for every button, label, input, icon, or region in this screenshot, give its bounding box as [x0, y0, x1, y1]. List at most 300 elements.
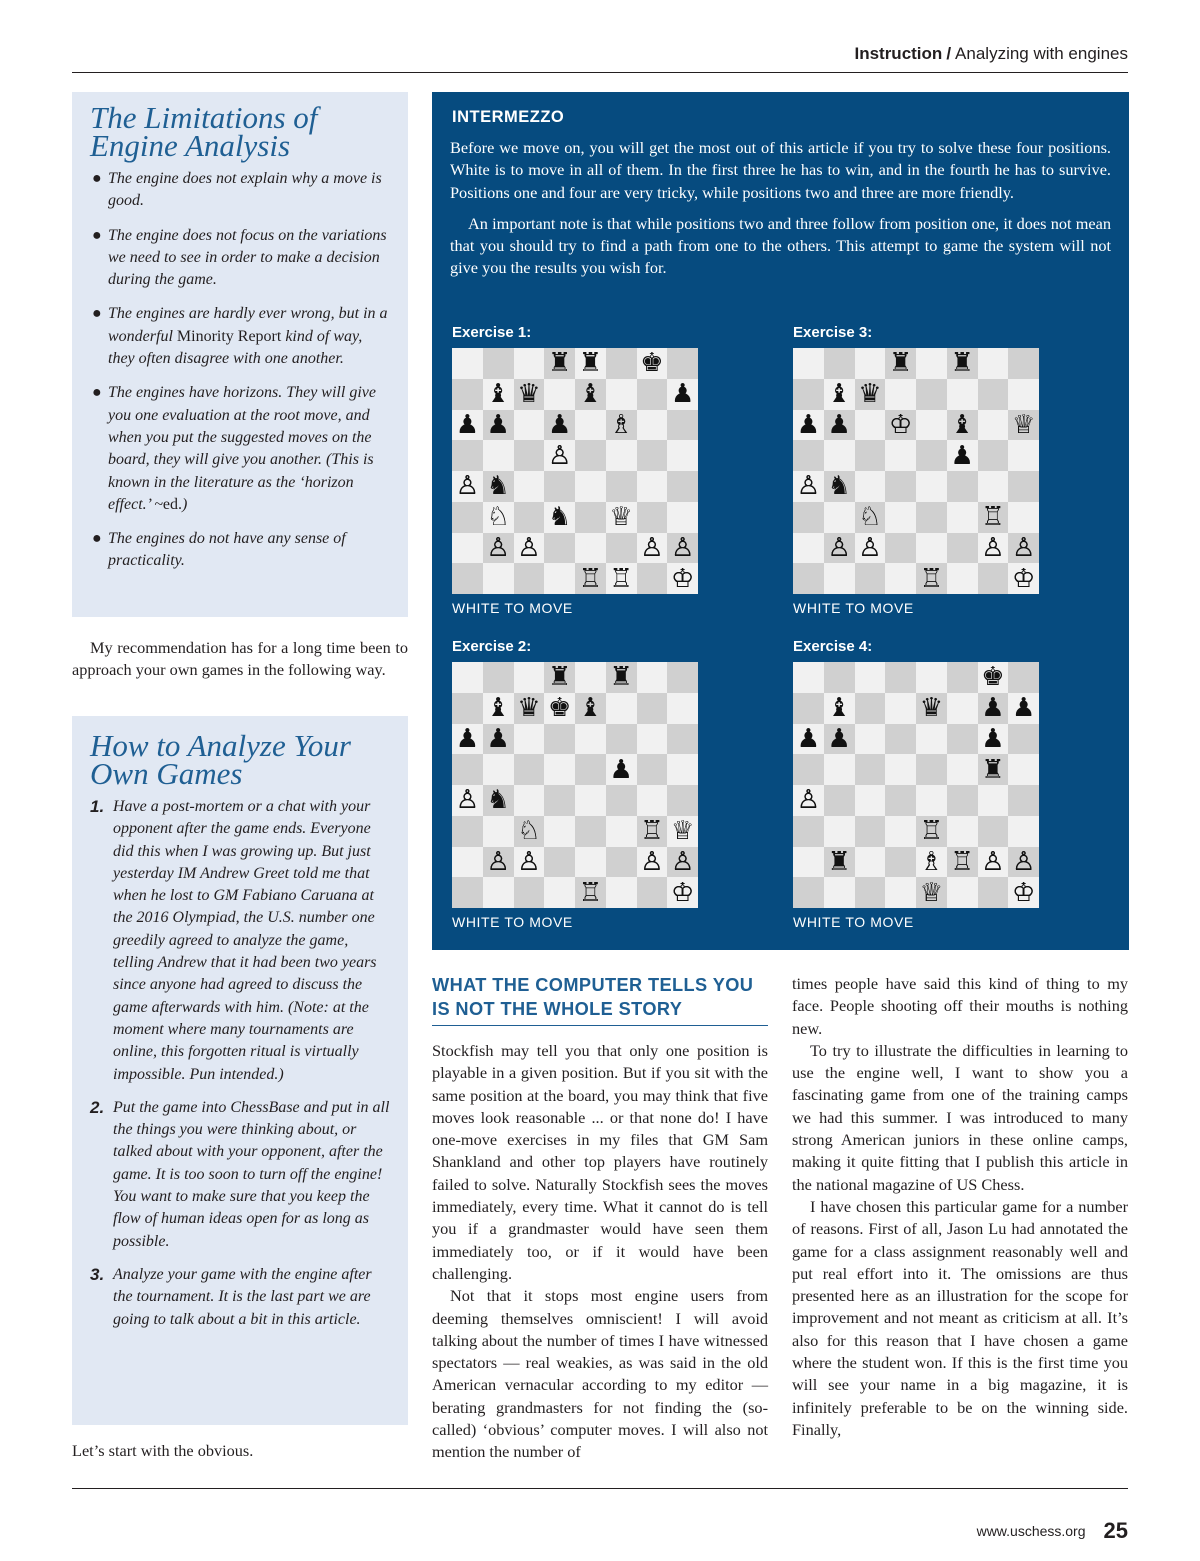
board-square	[978, 379, 1009, 410]
list-item: 2. Put the game into ChessBase and put in all the things you were thinking about, or talked about with your opponent, after the game. It is too soon to turn off the engine! You want to make sure that you keep the flow of human ideas open for as long as possible.	[90, 1097, 390, 1250]
board-square	[637, 662, 668, 693]
board-square	[793, 502, 824, 533]
board-square	[1008, 502, 1039, 533]
bullet-icon: ●	[92, 305, 102, 323]
board-square	[885, 816, 916, 847]
board-square	[885, 724, 916, 755]
header-separator: /	[946, 44, 952, 63]
board-square	[885, 533, 916, 564]
list-item: 3. Analyze your game with the engine after the tournament. It is the last part we are going to talk about a bit in this article.	[90, 1264, 372, 1328]
board-square	[637, 877, 668, 908]
board-square	[452, 533, 483, 564]
board-square	[1008, 785, 1039, 816]
white-king-icon: ♔	[1008, 877, 1039, 908]
white-rook-icon: ♖	[606, 563, 637, 594]
exercise-1	[452, 324, 698, 616]
board-square	[824, 816, 855, 847]
board-square	[793, 816, 824, 847]
board-square	[452, 847, 483, 878]
black-pawn-icon: ♟	[947, 440, 978, 471]
exercise-caption: WHITE TO MOVE	[452, 600, 573, 616]
board-square	[667, 785, 698, 816]
board-square	[1008, 379, 1039, 410]
black-king-icon: ♚	[544, 693, 575, 724]
board-square	[855, 724, 886, 755]
black-bishop-icon: ♝	[483, 693, 514, 724]
board-square	[575, 502, 606, 533]
recommendation-paragraph: My recommendation has for a long time been to approach your own games in the following way.	[72, 638, 408, 680]
article-paragraph: Stockfish may tell you that only one position is playable in a given position. But if you sit with the same position at the board, you may think that five moves look reasonable ... or that none do! I have one-move exercises in my files that GM Sam Shankland and other top players have routinely failed to solve. Naturally Stockfish sees the moves immediately, every time. What it cannot do is tell you if a grandmaster would have seen them immediately too, or if it would have been challenging.	[432, 1041, 768, 1283]
white-knight-icon: ♘	[855, 502, 886, 533]
board-square	[916, 785, 947, 816]
black-king-icon: ♚	[978, 662, 1009, 693]
board-square	[978, 410, 1009, 441]
board-square	[824, 662, 855, 693]
board-square	[514, 471, 545, 502]
black-pawn-icon: ♟	[793, 410, 824, 441]
board-square	[667, 471, 698, 502]
board-square	[637, 785, 668, 816]
white-rook-icon: ♖	[916, 563, 947, 594]
white-pawn-icon: ♙	[637, 847, 668, 878]
white-queen-icon: ♕	[606, 502, 637, 533]
board-square	[514, 785, 545, 816]
running-header	[72, 44, 1128, 73]
board-square	[667, 410, 698, 441]
article-paragraph: Not that it stops most engine users from deeming themselves omniscient! I will avoid talking about the number of times I have witnessed spectators — real weakies, as was said in the old American vernacular according to my editor — berating grandmasters for not finding the (so-called) ‘obvious’ computer moves. I will also not mention the number of	[432, 1286, 768, 1462]
board-square	[793, 877, 824, 908]
white-pawn-icon: ♙	[452, 471, 483, 502]
board-square	[452, 440, 483, 471]
board-square	[947, 693, 978, 724]
black-pawn-icon: ♟	[667, 379, 698, 410]
white-pawn-icon: ♙	[667, 847, 698, 878]
black-rook-icon: ♜	[575, 348, 606, 379]
board-square	[885, 754, 916, 785]
board-square	[452, 502, 483, 533]
white-rook-icon: ♖	[575, 563, 606, 594]
board-square	[793, 440, 824, 471]
list-item: ● The engine does not explain why a move is good.	[92, 170, 382, 210]
board-square	[667, 693, 698, 724]
exercise-caption: WHITE TO MOVE	[793, 600, 914, 616]
board-square	[667, 754, 698, 785]
black-knight-icon: ♞	[483, 785, 514, 816]
article-paragraph: times people have said this kind of thing to my face. People shooting off their mouths is nothing new.	[792, 974, 1128, 1038]
white-pawn-icon: ♙	[483, 847, 514, 878]
board-square	[793, 754, 824, 785]
board-square	[544, 847, 575, 878]
board-square	[978, 563, 1009, 594]
board-square	[514, 502, 545, 533]
board-square	[855, 440, 886, 471]
black-knight-icon: ♞	[824, 471, 855, 502]
black-bishop-icon: ♝	[947, 410, 978, 441]
board-square	[544, 816, 575, 847]
board-square	[514, 410, 545, 441]
board-square	[514, 440, 545, 471]
board-square	[793, 847, 824, 878]
white-queen-icon: ♕	[667, 816, 698, 847]
board-square	[452, 379, 483, 410]
bullet-icon: ●	[92, 226, 102, 244]
board-square	[824, 440, 855, 471]
board-square	[1008, 471, 1039, 502]
board-square	[606, 379, 637, 410]
board-square	[855, 785, 886, 816]
board-square	[793, 693, 824, 724]
board-square	[483, 877, 514, 908]
board-square	[916, 662, 947, 693]
black-rook-icon: ♜	[824, 847, 855, 878]
black-king-icon: ♚	[637, 348, 668, 379]
black-queen-icon: ♛	[855, 379, 886, 410]
bullet-icon: ●	[92, 170, 102, 187]
board-square	[885, 693, 916, 724]
board-square	[916, 379, 947, 410]
white-queen-icon: ♕	[916, 877, 947, 908]
board-square	[885, 379, 916, 410]
bullet-icon: ●	[92, 530, 102, 548]
board-square	[855, 877, 886, 908]
limitations-list	[90, 168, 390, 573]
board-square	[793, 563, 824, 594]
white-pawn-icon: ♙	[544, 440, 575, 471]
board-square	[606, 847, 637, 878]
board-square	[1008, 724, 1039, 755]
black-pawn-icon: ♟	[483, 410, 514, 441]
exercise-title: Exercise 4:	[793, 638, 873, 655]
board-square	[452, 693, 483, 724]
board-square	[793, 533, 824, 564]
white-pawn-icon: ♙	[514, 533, 545, 564]
white-pawn-icon: ♙	[793, 471, 824, 502]
article-column-2	[432, 1040, 768, 1464]
board-square	[575, 816, 606, 847]
white-pawn-icon: ♙	[637, 533, 668, 564]
board-square	[885, 785, 916, 816]
board-square	[637, 693, 668, 724]
intermezzo-title: INTERMEZZO	[452, 108, 565, 126]
board-square	[514, 877, 545, 908]
chess-board	[793, 662, 1039, 908]
board-square	[544, 533, 575, 564]
board-square	[606, 533, 637, 564]
board-square	[824, 785, 855, 816]
board-square	[575, 662, 606, 693]
limitations-sidebar	[72, 92, 408, 617]
board-square	[885, 471, 916, 502]
board-square	[978, 471, 1009, 502]
board-square	[824, 563, 855, 594]
board-square	[916, 533, 947, 564]
board-square	[855, 754, 886, 785]
white-queen-icon: ♕	[1008, 410, 1039, 441]
page-footer	[977, 1518, 1128, 1544]
exercise-4	[793, 638, 1039, 930]
white-rook-icon: ♖	[637, 816, 668, 847]
footer-rule	[72, 1488, 1128, 1489]
board-square	[575, 471, 606, 502]
black-pawn-icon: ♟	[824, 724, 855, 755]
article-column-3	[792, 973, 1128, 1441]
article-paragraph: To try to illustrate the difficulties in learning to use the engine well, I want to show you a fascinating game from one of the training camps we had this summer. I was introduced to many strong American juniors in these online camps, making it quite fitting that I publish this article in the national magazine of US Chess.	[792, 1040, 1128, 1194]
white-pawn-icon: ♙	[855, 533, 886, 564]
board-square	[452, 754, 483, 785]
list-item: ● The engines do not have any sense of practicality.	[92, 530, 346, 570]
black-pawn-icon: ♟	[978, 693, 1009, 724]
board-square	[667, 440, 698, 471]
white-king-icon: ♔	[885, 410, 916, 441]
board-square	[544, 785, 575, 816]
white-pawn-icon: ♙	[978, 847, 1009, 878]
board-square	[824, 502, 855, 533]
board-square	[947, 502, 978, 533]
white-rook-icon: ♖	[916, 816, 947, 847]
board-square	[855, 693, 886, 724]
board-square	[885, 847, 916, 878]
black-pawn-icon: ♟	[544, 410, 575, 441]
how-to-analyze-sidebar	[72, 716, 408, 1425]
board-square	[606, 440, 637, 471]
white-pawn-icon: ♙	[514, 847, 545, 878]
white-pawn-icon: ♙	[978, 533, 1009, 564]
black-pawn-icon: ♟	[452, 410, 483, 441]
board-square	[947, 754, 978, 785]
board-square	[978, 816, 1009, 847]
board-square	[885, 440, 916, 471]
board-square	[824, 348, 855, 379]
board-square	[452, 563, 483, 594]
board-square	[514, 754, 545, 785]
black-rook-icon: ♜	[544, 348, 575, 379]
black-pawn-icon: ♟	[793, 724, 824, 755]
board-square	[855, 847, 886, 878]
article-heading-block	[432, 973, 768, 1026]
steps-list	[90, 796, 390, 1331]
exercise-title: Exercise 3:	[793, 324, 873, 341]
black-pawn-icon: ♟	[483, 724, 514, 755]
chess-board	[452, 662, 698, 908]
board-square	[514, 563, 545, 594]
exercise-3	[793, 324, 1039, 616]
black-rook-icon: ♜	[978, 754, 1009, 785]
board-square	[855, 816, 886, 847]
white-pawn-icon: ♙	[1008, 847, 1039, 878]
board-square	[514, 348, 545, 379]
sidebar-title: How to Analyze Your Own Games	[90, 728, 351, 791]
white-rook-icon: ♖	[978, 502, 1009, 533]
board-square	[947, 563, 978, 594]
header-section: Instruction	[854, 44, 943, 63]
board-square	[1008, 662, 1039, 693]
board-square	[947, 379, 978, 410]
board-square	[793, 379, 824, 410]
intermezzo-paragraph: An important note is that while positions two and three follow from position one, it does not mean that you should try to find a path from one to the others. This attempt to game the system will not give you the results you wish for.	[450, 213, 1111, 278]
article-heading: WHAT THE COMPUTER TELLS YOU IS NOT THE WHOLE STORY	[432, 975, 754, 1019]
chess-board	[452, 348, 698, 594]
board-square	[916, 724, 947, 755]
exercise-caption: WHITE TO MOVE	[793, 914, 914, 930]
board-square	[824, 877, 855, 908]
board-square	[947, 533, 978, 564]
board-square	[885, 877, 916, 908]
black-knight-icon: ♞	[544, 502, 575, 533]
board-square	[606, 877, 637, 908]
board-square	[667, 348, 698, 379]
board-square	[544, 379, 575, 410]
article-paragraph: I have chosen this particular game for a number of reasons. First of all, Jason Lu had annotated the game for a class assignment reasonably well and put real effort into it. The omissions are thus presented here as an illustration for the scope for improvement and not meant as criticism at all. It’s also for this reason that I have chosen a game where the student won. If this is the first time you will see your name in a big magazine, it is infinitely preferable to be on the winning side. Finally,	[792, 1196, 1128, 1439]
white-rook-icon: ♖	[575, 877, 606, 908]
board-square	[1008, 348, 1039, 379]
board-square	[978, 877, 1009, 908]
white-pawn-icon: ♙	[452, 785, 483, 816]
board-square	[606, 816, 637, 847]
board-square	[637, 379, 668, 410]
white-pawn-icon: ♙	[483, 533, 514, 564]
black-rook-icon: ♜	[947, 348, 978, 379]
board-square	[637, 754, 668, 785]
board-square	[978, 348, 1009, 379]
white-king-icon: ♔	[667, 563, 698, 594]
board-square	[606, 348, 637, 379]
board-square	[483, 563, 514, 594]
board-square	[1008, 754, 1039, 785]
board-square	[606, 693, 637, 724]
exercise-title: Exercise 1:	[452, 324, 532, 341]
black-pawn-icon: ♟	[978, 724, 1009, 755]
white-pawn-icon: ♙	[793, 785, 824, 816]
board-square	[824, 754, 855, 785]
board-square	[947, 877, 978, 908]
board-square	[978, 440, 1009, 471]
white-pawn-icon: ♙	[1008, 533, 1039, 564]
board-square	[916, 440, 947, 471]
board-square	[544, 563, 575, 594]
board-square	[514, 662, 545, 693]
exercise-2	[452, 638, 698, 930]
white-rook-icon: ♖	[947, 847, 978, 878]
list-item: ● The engines have horizons. They will give you one evaluation at the root move, and when you put the suggested moves on the board, they will give you another. (This is known in the literature as the ‘horizon effect.’ ~ed.)	[92, 384, 376, 513]
black-queen-icon: ♛	[514, 379, 545, 410]
sidebar-title: The Limitations of Engine Analysis	[90, 100, 318, 163]
white-bishop-icon: ♗	[916, 847, 947, 878]
board-square	[793, 662, 824, 693]
board-square	[667, 662, 698, 693]
black-rook-icon: ♜	[885, 348, 916, 379]
chess-board	[793, 348, 1039, 594]
board-square	[544, 754, 575, 785]
board-square	[855, 563, 886, 594]
black-queen-icon: ♛	[916, 693, 947, 724]
black-bishop-icon: ♝	[824, 693, 855, 724]
film-title: Minority Report	[176, 327, 282, 345]
board-square	[855, 410, 886, 441]
exercise-title: Exercise 2:	[452, 638, 532, 655]
intermezzo-paragraph: Before we move on, you will get the most out of this article if you try to solve these four positions. White is to move in all of them. In the first three he has to win, and in the fourth he has to survive. Positions one and four are very tricky, while positions two and three are more friendly.	[450, 138, 1111, 202]
black-knight-icon: ♞	[483, 471, 514, 502]
board-square	[575, 440, 606, 471]
editor-note: ed.	[162, 495, 182, 513]
board-square	[452, 662, 483, 693]
board-square	[483, 816, 514, 847]
bullet-icon: ●	[92, 384, 102, 402]
board-square	[1008, 440, 1039, 471]
black-rook-icon: ♜	[544, 662, 575, 693]
board-square	[514, 724, 545, 755]
board-square	[667, 724, 698, 755]
board-square	[575, 847, 606, 878]
black-pawn-icon: ♟	[1008, 693, 1039, 724]
board-square	[916, 471, 947, 502]
board-square	[637, 502, 668, 533]
list-item: ● The engines are hardly ever wrong, but in a wonderful Minority Report kind of way, they often disagree with one another.	[92, 305, 388, 368]
board-square	[452, 877, 483, 908]
board-square	[483, 348, 514, 379]
intermezzo-box	[432, 92, 1129, 950]
exercise-caption: WHITE TO MOVE	[452, 914, 573, 930]
board-square	[575, 785, 606, 816]
board-square	[544, 724, 575, 755]
board-square	[947, 816, 978, 847]
board-square	[916, 502, 947, 533]
black-pawn-icon: ♟	[452, 724, 483, 755]
white-king-icon: ♔	[1008, 563, 1039, 594]
board-square	[544, 877, 575, 908]
board-square	[855, 662, 886, 693]
black-pawn-icon: ♟	[606, 754, 637, 785]
white-pawn-icon: ♙	[824, 533, 855, 564]
board-square	[947, 785, 978, 816]
closing-line: Let’s start with the obvious.	[72, 1441, 254, 1460]
board-square	[606, 724, 637, 755]
white-knight-icon: ♘	[483, 502, 514, 533]
black-queen-icon: ♛	[514, 693, 545, 724]
board-square	[544, 471, 575, 502]
board-square	[606, 785, 637, 816]
white-knight-icon: ♘	[514, 816, 545, 847]
footer-website: www.uschess.org	[976, 1523, 1086, 1539]
black-bishop-icon: ♝	[483, 379, 514, 410]
board-square	[885, 502, 916, 533]
black-bishop-icon: ♝	[824, 379, 855, 410]
board-square	[793, 348, 824, 379]
white-king-icon: ♔	[667, 877, 698, 908]
board-square	[637, 563, 668, 594]
board-square	[947, 471, 978, 502]
board-square	[575, 410, 606, 441]
board-square	[452, 816, 483, 847]
board-square	[637, 440, 668, 471]
board-square	[637, 471, 668, 502]
board-square	[575, 533, 606, 564]
board-square	[637, 724, 668, 755]
black-bishop-icon: ♝	[575, 693, 606, 724]
board-square	[483, 662, 514, 693]
board-square	[916, 348, 947, 379]
board-square	[916, 754, 947, 785]
board-square	[575, 724, 606, 755]
board-square	[575, 754, 606, 785]
black-rook-icon: ♜	[606, 662, 637, 693]
list-item: 1. Have a post-mortem or a chat with your opponent after the game ends. Everyone did this when I was growing up. But just yesterday IM Andrew Greet told me that when he lost to GM Fabiano Caruana at the 2016 Olympiad, the U.S. number one greedily agreed to analyze the game, telling Andrew that it had been two years since anyone had agreed to discuss the game afterwards with him. (Note: at the moment where many tournaments are online, this forgotten ritual is virtually impossible. Pun intended.)	[90, 797, 377, 1083]
board-square	[855, 471, 886, 502]
board-square	[483, 754, 514, 785]
black-bishop-icon: ♝	[575, 379, 606, 410]
board-square	[667, 502, 698, 533]
board-square	[916, 410, 947, 441]
page-number: 25	[1103, 1518, 1128, 1543]
